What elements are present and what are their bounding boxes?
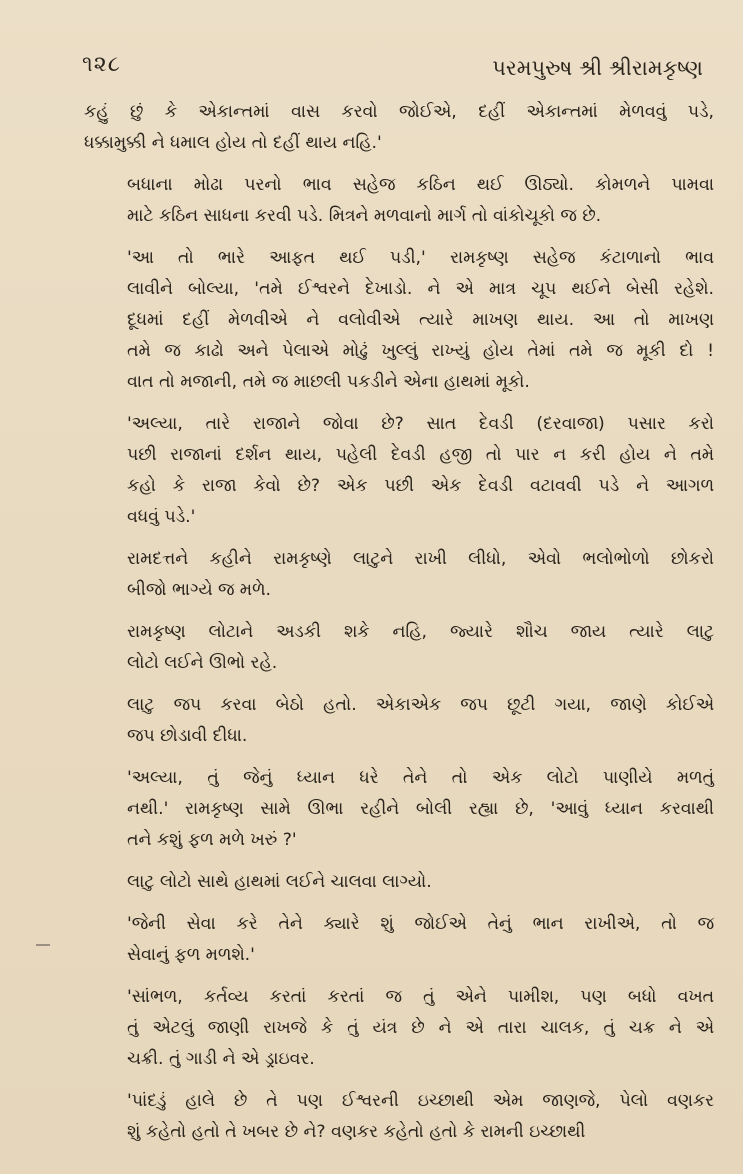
text-line: તને કશું ફળ મળે ખરું ?' <box>127 830 297 850</box>
paragraph <box>84 409 714 533</box>
paragraph <box>84 909 714 971</box>
text-line: તું એટલું જાણી રાખજે કે તું યંત્ર છે ને એ તારા ચાલક, તું ચક્ર ને એ <box>127 1018 714 1038</box>
text-line: કહો કે રાજા કેવો છે? એક પછી એક દેવડી વટાવવી પડે ને આગળ <box>127 476 714 496</box>
running-title: પરમપુરુષ શ્રી શ્રીરામકૃષ્ણ <box>492 56 703 80</box>
text-line: રામદત્તને કહીને રામકૃષ્ણે લાટુને રાખી લીધો, એવો ભલોભોળો છોકરો <box>127 549 714 569</box>
text-line: લાટુ લોટો સાથે હાથમાં લઈને ચાલવા લાગ્યો. <box>127 872 432 892</box>
text-line: જપ છોડાવી દીધા. <box>127 726 248 746</box>
paragraph <box>84 243 714 398</box>
text-line: 'સાંભળ, કર્તવ્ય કરતાં કરતાં જ તું એને પામીશ, પણ બધો વખત <box>127 987 714 1007</box>
text-line: લાટુ જપ કરવા બેઠો હતો. એકાએક જપ છૂટી ગયા, જાણે કોઈએ <box>127 695 714 715</box>
page-header <box>82 52 703 92</box>
text-line: દૂધમાં દહીં મેળવીએ ને વલોવીએ ત્યારે માખણ થાય. આ તો માખણ <box>127 310 714 330</box>
paragraph <box>84 544 714 606</box>
text-line: માટે કઠિન સાધના કરવી પડે. મિત્રને મળવાનો માર્ગ તો વાંકોચૂકો જ છે. <box>127 206 602 226</box>
text-line: તમે જ કાઢો અને પેલાએ મોઢું ખુલ્લું રાખ્યું હોય તેમાં તમે જ મૂકી દો ! <box>127 341 714 361</box>
text-line: 'જેની સેવા કરે તેને ક્યારે શું જોઈએ તેનું ભાન રાખીએ, તો જ <box>127 914 714 934</box>
paragraph <box>84 867 714 898</box>
text-line: 'પાંદડું હાલે છે તે પણ ઈશ્વરની ઇચ્છાથી એમ જાણજે, પેલો વણકર <box>127 1091 714 1111</box>
text-line: કહું છું કે એકાન્તમાં વાસ કરવો જોઈએ, દહીં એકાન્તમાં મેળવવું પડે, <box>84 102 714 122</box>
text-line: લોટો લઈને ઊભો રહે. <box>127 653 278 673</box>
text-line: ધક્કામુક્કી ને ધમાલ હોય તો દહીં થાય નહિ.' <box>84 133 382 153</box>
text-line: નથી.' રામકૃષ્ણ સામે ઊભા રહીને બોલી રહ્યા છે, 'આવું ધ્યાન કરવાથી <box>127 799 714 819</box>
text-line: બીજો ભાગ્યે જ મળે. <box>127 580 271 600</box>
text-line: સેવાનું ફળ મળશે.' <box>127 945 255 965</box>
text-line: 'આ તો ભારે આફત થઈ પડી,' રામકૃષ્ણ સહેજ કંટાળાનો ભાવ <box>127 248 714 268</box>
text-line: રામકૃષ્ણ લોટાને અડકી શકે નહિ, જ્યારે શૌચ જાય ત્યારે લાટુ <box>127 622 714 642</box>
text-line: 'અલ્યા, તું જેનું ધ્યાન ધરે તેને તો એક લોટો પાણીયે મળતું <box>127 768 714 788</box>
paragraph <box>84 982 714 1075</box>
paragraph <box>84 97 714 159</box>
text-line: ચક્રી. તું ગાડી ને એ ડ્રાઇવર. <box>127 1049 315 1069</box>
text-line: વાત તો મજાની, તમે જ માછલી પકડીને એના હાથમાં મૂકો. <box>127 372 530 392</box>
page-body <box>84 97 714 1159</box>
paragraph <box>84 617 714 679</box>
text-line: બધાના મોઢા પરનો ભાવ સહેજ કઠિન થઈ ઊઠ્યો. કોમળને પામવા <box>127 175 714 195</box>
text-line: 'અલ્યા, તારે રાજાને જોવા છે? સાત દેવડી (દરવાજા) પસાર કરો <box>127 414 714 434</box>
text-line: પછી રાજાનાં દર્શન થાય, પહેલી દેવડી હજી તો પાર ન કરી હોય ને તમે <box>127 445 714 465</box>
text-line: વધવું પડે.' <box>127 507 196 527</box>
text-line: લાવીને બોલ્યા, 'તમે ઈશ્વરને દેખાડો. ને એ માત્ર ચૂપ થઈને બેસી રહેશે. <box>127 279 714 299</box>
text-line: શું કહેતો હતો તે ખબર છે ને? વણકર કહેતો હતો કે રામની ઇચ્છાથી <box>127 1122 586 1142</box>
page-number: ૧૨૮ <box>82 52 121 77</box>
paragraph <box>84 1086 714 1148</box>
margin-mark <box>36 944 50 946</box>
paragraph <box>84 690 714 752</box>
paragraph <box>84 170 714 232</box>
paragraph <box>84 763 714 856</box>
